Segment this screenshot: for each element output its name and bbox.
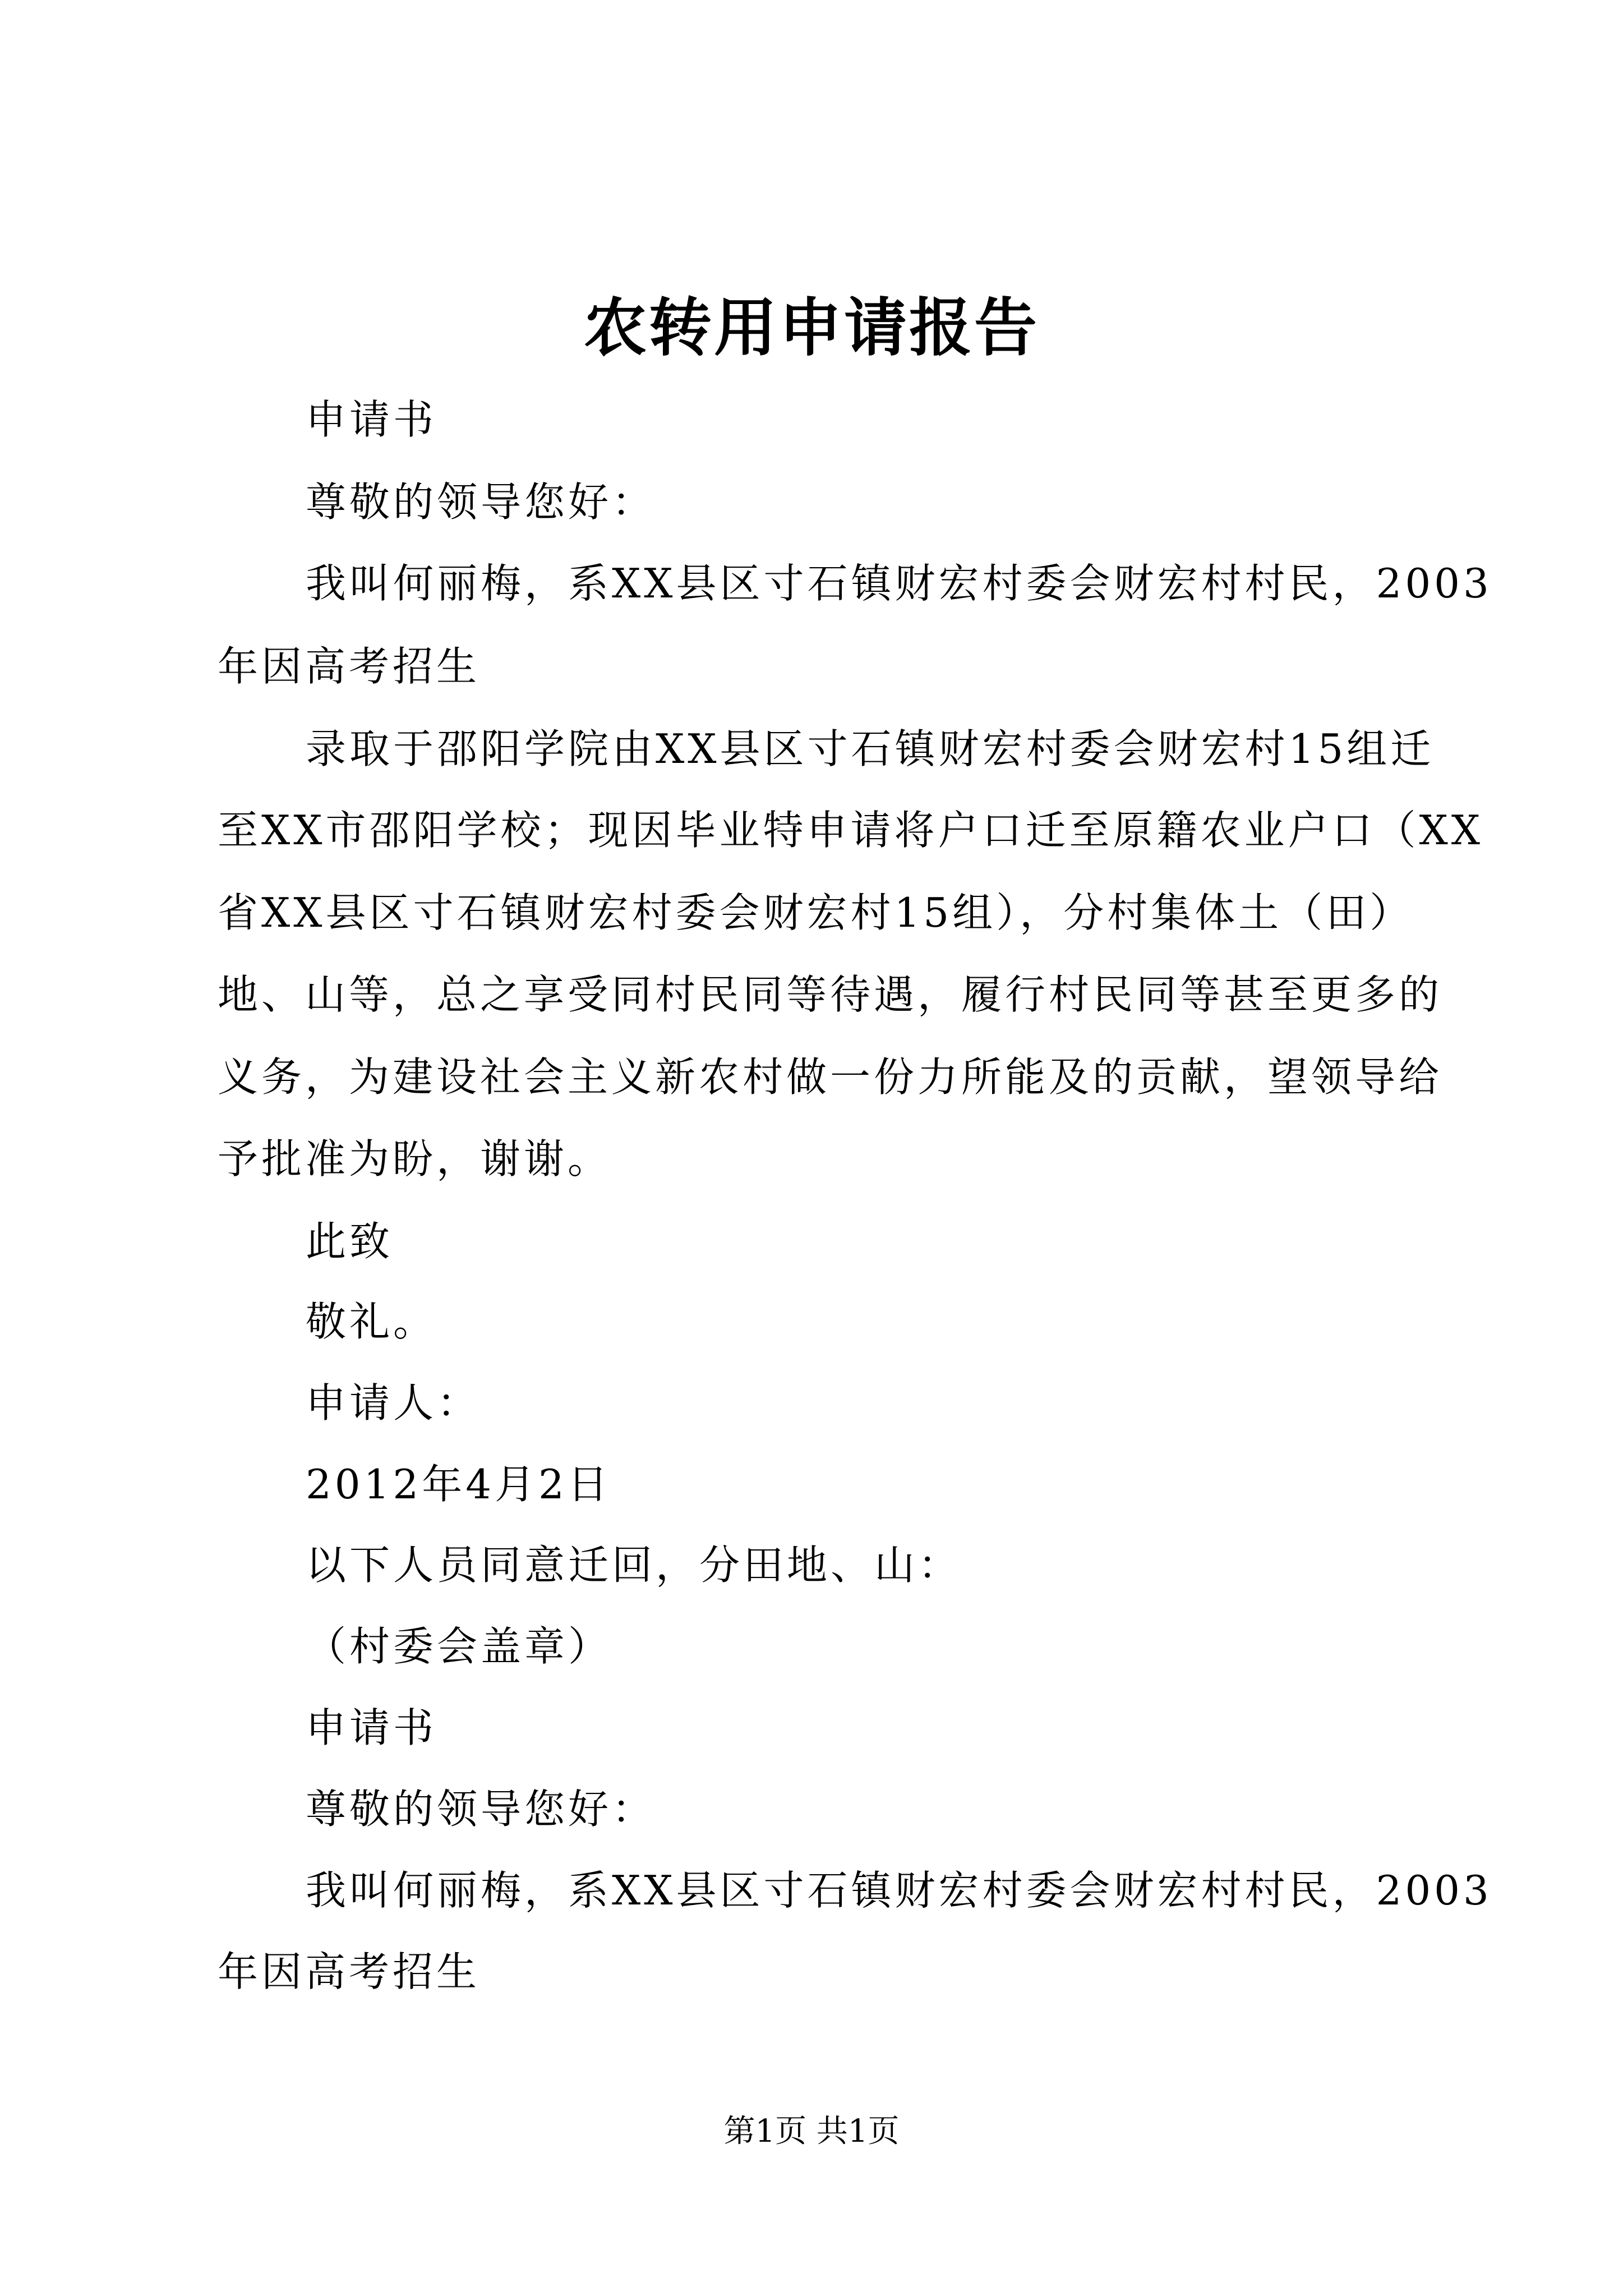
heading-application: 申请书 xyxy=(306,396,437,443)
salutation: 尊敬的领导您好： xyxy=(306,1786,656,1833)
date-line: 2012年4月2日 xyxy=(306,1461,611,1508)
paragraph-line: 录取于邵阳学院由XX县区寸石镇财宏村委会财宏村15组迁 xyxy=(306,725,1435,772)
paragraph-line: 省XX县区寸石镇财宏村委会财宏村15组），分村集体土（田） xyxy=(218,889,1414,936)
heading-application: 申请书 xyxy=(306,1704,437,1751)
paragraph-line: 予批准为盼，谢谢。 xyxy=(218,1135,612,1182)
paragraph-line: 义务，为建设社会主义新农村做一份力所能及的贡献，望领导给 xyxy=(218,1053,1443,1101)
seal-note: （村委会盖章） xyxy=(306,1623,612,1670)
page-footer: 第1页 共1页 xyxy=(723,2113,900,2150)
applicant-label: 申请人： xyxy=(306,1379,481,1427)
paragraph-line: 地、山等，总之享受同村民同等待遇，履行村民同等甚至更多的 xyxy=(218,971,1443,1018)
paragraph-line: 我叫何丽梅，系XX县区寸石镇财宏村委会财宏村村民，2003 xyxy=(306,560,1492,607)
salutation: 尊敬的领导您好： xyxy=(306,478,656,526)
closing-line: 敬礼。 xyxy=(306,1298,437,1345)
paragraph-line: 我叫何丽梅，系XX县区寸石镇财宏村委会财宏村村民，2003 xyxy=(306,1867,1492,1914)
consent-line: 以下人员同意迁回，分田地、山： xyxy=(306,1542,962,1589)
paragraph-line: 年因高考招生 xyxy=(218,643,481,690)
document-title: 农转用申请报告 xyxy=(584,291,1039,365)
paragraph-line: 年因高考招生 xyxy=(218,1948,481,1995)
closing-line: 此致 xyxy=(306,1218,394,1265)
paragraph-line: 至XX市邵阳学校；现因毕业特申请将户口迁至原籍农业户口（XX xyxy=(218,807,1484,854)
